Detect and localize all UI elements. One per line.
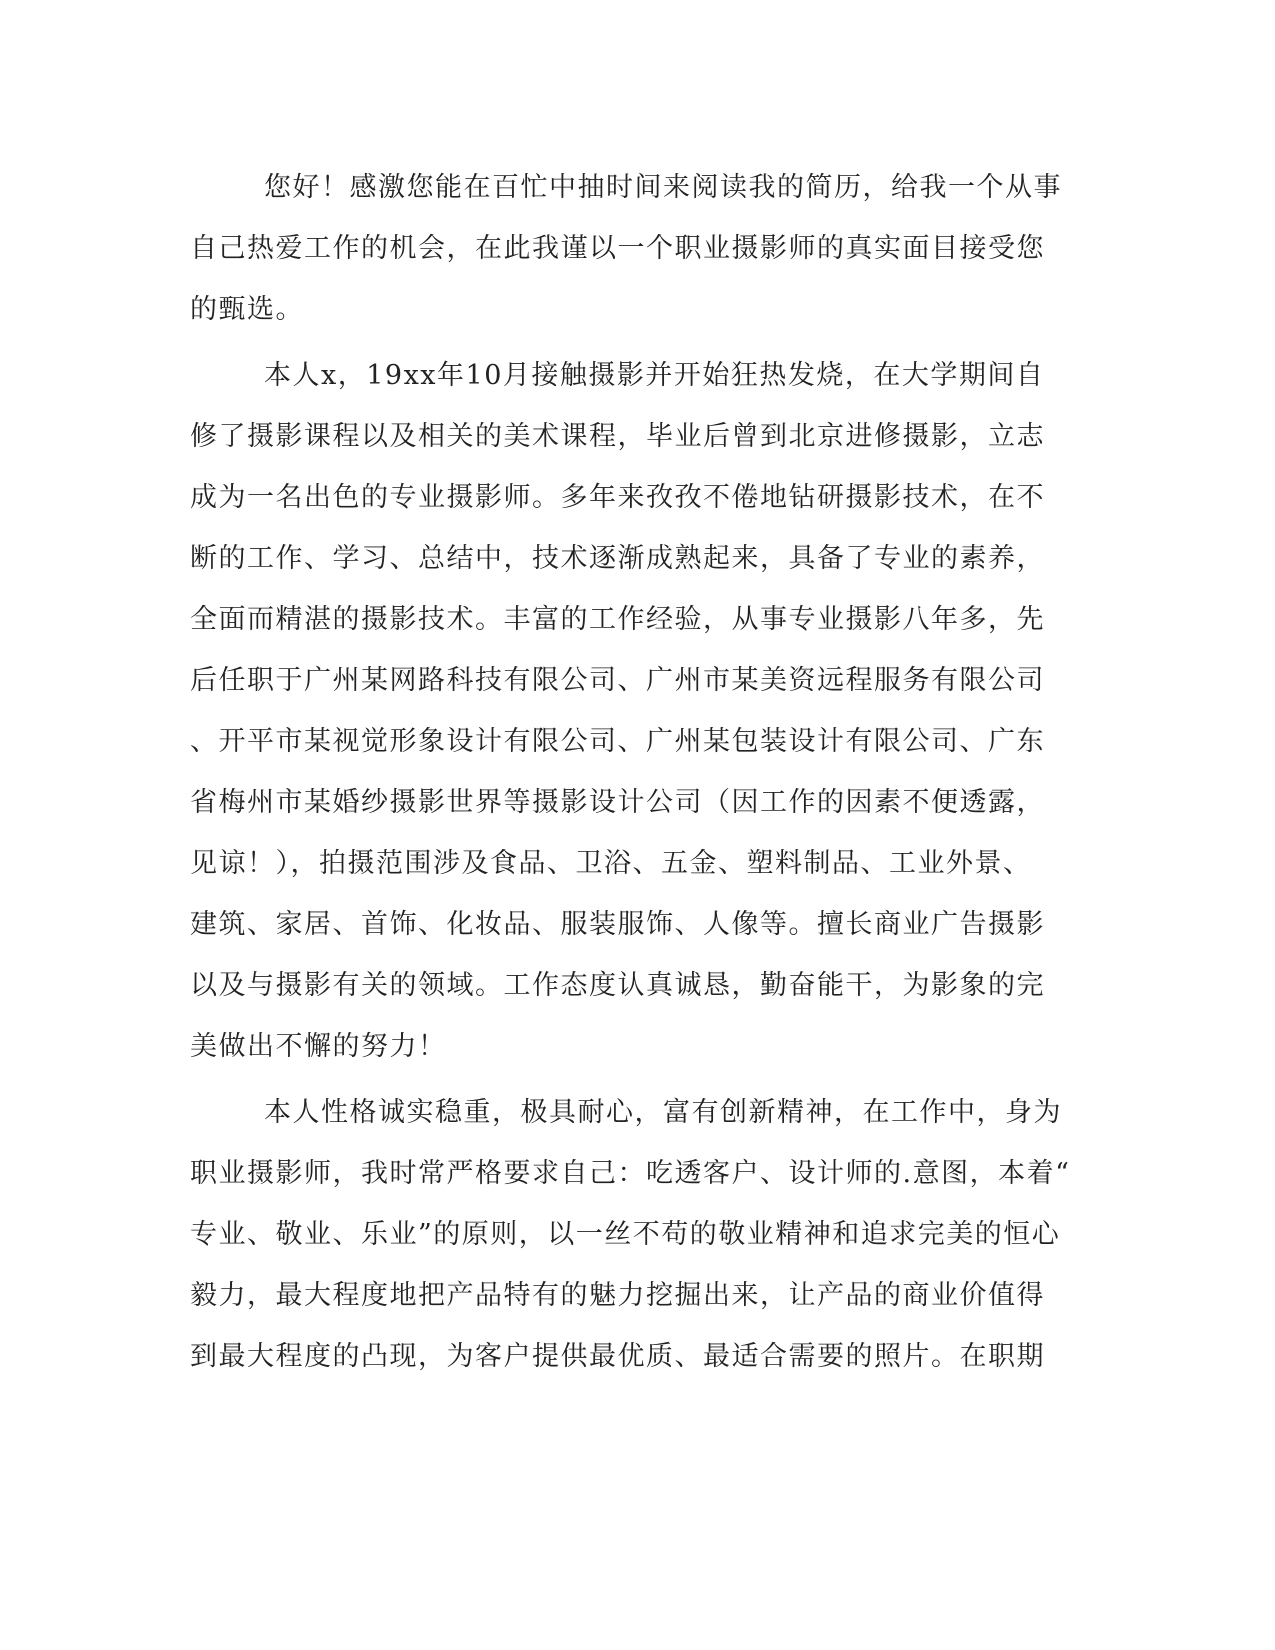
text-line: 见谅！），拍摄范围涉及食品、卫浴、五金、塑料制品、工业外景、 [190, 848, 1032, 879]
paragraph-experience [190, 345, 1060, 1077]
text-line: 毅力，最大程度地把产品特有的魅力挖掘出来，让产品的商业价值得 [190, 1280, 1045, 1311]
text-line: 、开平市某视觉形象设计有限公司、广州某包装设计有限公司、广东 [190, 726, 1045, 757]
text-line: 本人性格诚实稳重，极具耐心，富有创新精神，在工作中，身为 [264, 1097, 1062, 1128]
text-line: 您好！感激您能在百忙中抽时间来阅读我的简历，给我一个从事 [264, 172, 1062, 203]
text-line: 到最大程度的凸现，为客户提供最优质、最适合需要的照片。在职期 [190, 1341, 1045, 1372]
text-line: 建筑、家居、首饰、化妆品、服装服饰、人像等。擅长商业广告摄影 [190, 909, 1045, 940]
cover-letter-body [190, 157, 1071, 1387]
text-line: 全面而精湛的摄影技术。丰富的工作经验，从事专业摄影八年多，先 [190, 604, 1045, 635]
paragraph-personality [190, 1082, 1071, 1387]
text-line: 修了摄影课程以及相关的美术课程，毕业后曾到北京进修摄影，立志 [190, 421, 1045, 452]
text-line: 美做出不懈的努力！ [190, 1031, 447, 1062]
text-line: 后任职于广州某网路科技有限公司、广州市某美资远程服务有限公司 [190, 665, 1045, 696]
text-line: 的甄选。 [190, 294, 304, 325]
text-line: 职业摄影师，我时常严格要求自己：吃透客户、设计师的.意图，本着“ [190, 1158, 1071, 1189]
text-line: 以及与摄影有关的领域。工作态度认真诚恳，勤奋能干，为影象的完 [190, 970, 1045, 1001]
text-line: 断的工作、学习、总结中，技术逐渐成熟起来，具备了专业的素养， [190, 543, 1045, 574]
text-line: 自己热爱工作的机会，在此我谨以一个职业摄影师的真实面目接受您 [190, 233, 1045, 264]
text-line: 专业、敬业、乐业”的原则，以一丝不苟的敬业精神和追求完美的恒心 [190, 1219, 1061, 1250]
paragraph-greeting [190, 157, 1060, 340]
text-line: 省梅州市某婚纱摄影世界等摄影设计公司（因工作的因素不便透露， [190, 787, 1045, 818]
text-line: 成为一名出色的专业摄影师。多年来孜孜不倦地钻研摄影技术，在不 [190, 482, 1045, 513]
text-line: 本人x，19xx年10月接触摄影并开始狂热发烧，在大学期间自 [264, 360, 1045, 391]
